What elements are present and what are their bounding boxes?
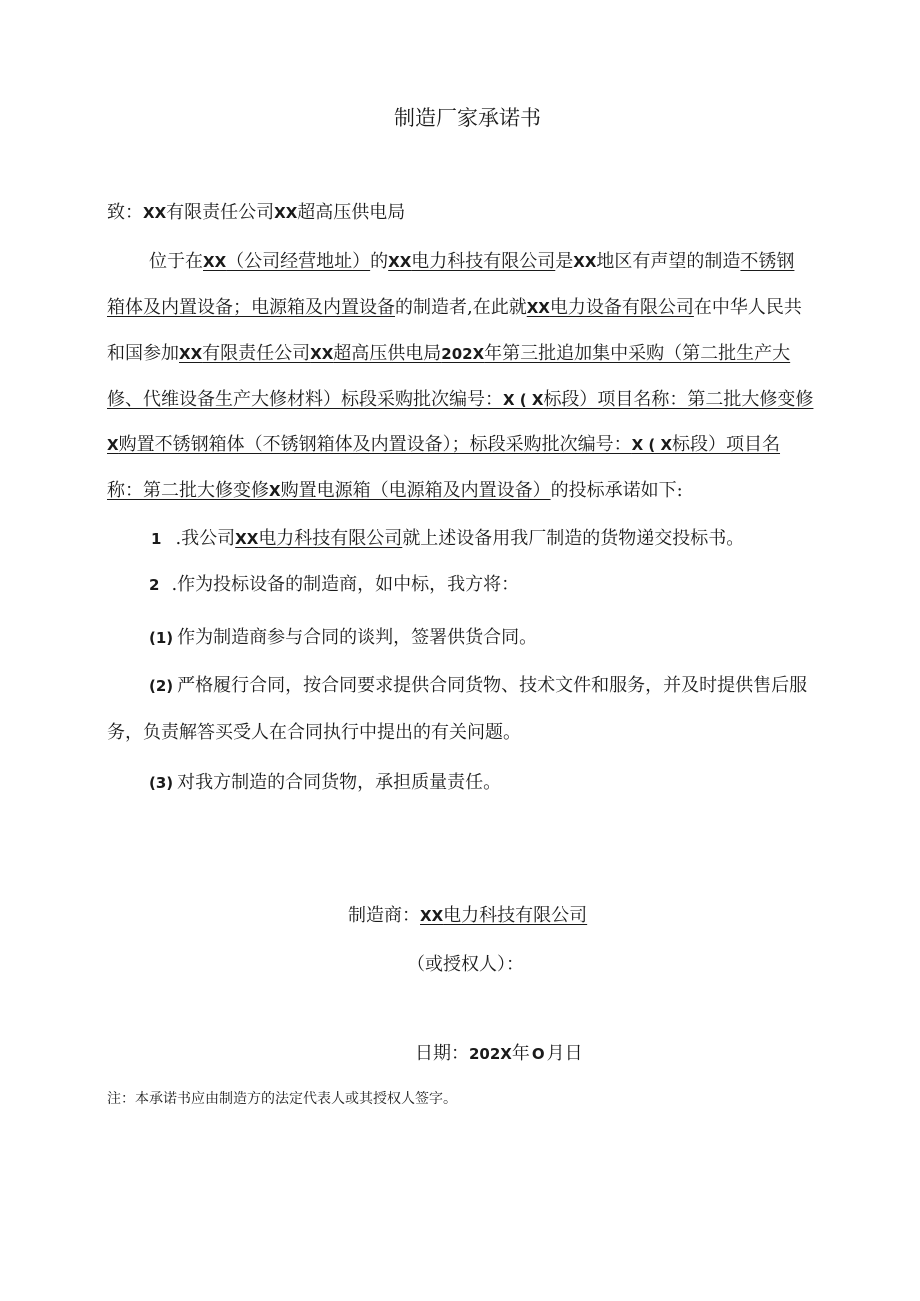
placeholder-xx: XX	[388, 253, 412, 271]
company-address-placeholder: （公司经营地址）	[226, 251, 371, 272]
placeholder-xx: XX	[203, 253, 227, 271]
text-span: 在中华人民共	[693, 297, 802, 318]
recipient-line	[107, 201, 405, 225]
item-number: 1	[151, 530, 162, 548]
text-span: .我公司	[175, 528, 236, 549]
item-text: .作为投标设备的制造商，如中标，我方将：	[171, 574, 520, 595]
body-line-4	[107, 388, 813, 412]
item-number: 2	[149, 576, 160, 594]
body-line-6	[107, 479, 683, 503]
project-name: 购置电源箱（电源箱及内置设备）	[280, 480, 551, 501]
subitem-number: (2)	[149, 677, 174, 695]
recipient-prefix: 致：	[107, 202, 143, 223]
project-name: 标段）项目名称：第二批大修变修	[543, 389, 814, 410]
subitem-1	[149, 626, 537, 650]
maker-label: 制造商：	[348, 905, 420, 926]
text-span: 的投标承诺如下:	[550, 480, 683, 501]
org-name: 超高压供电局	[333, 343, 442, 364]
subitem-number: (1)	[149, 629, 174, 647]
text-span: 月日	[546, 1043, 583, 1064]
body-line-2	[107, 296, 802, 320]
procurement-name: 年第三批追加集中采购（第二批生产大	[484, 343, 791, 364]
procurement-name: 修、代维设备生产大修材料）标段采购批次编号：	[107, 389, 503, 410]
subitem-text: 严格履行合同，按合同要求提供合同货物、技术文件和服务，并及时提供售后服	[177, 675, 808, 696]
product-name: 不锈钢	[740, 251, 795, 272]
authorized-person: （或授权人）：	[407, 954, 524, 975]
placeholder-xx: XX	[235, 530, 259, 548]
placeholder-xx: XX	[573, 253, 597, 271]
subitem-text: 作为制造商参与合同的谈判，签署供货合同。	[177, 627, 538, 648]
project-name: 称：第二批大修变修	[107, 480, 269, 501]
recipient-org-mid: 有限责任公司	[166, 202, 275, 223]
maker-name: 电力科技有限公司	[443, 905, 588, 926]
item-2	[149, 573, 519, 597]
text-span: 位于在	[149, 251, 203, 272]
subitem-2-continued: 务，负责解答买受人在合同执行中提出的有关问题。	[107, 722, 521, 743]
item-1	[151, 527, 744, 551]
company-name: 电力科技有限公司	[258, 528, 403, 549]
date-year: 202X	[469, 1045, 512, 1063]
footnote: 注：本承诺书应由制造方的法定代表人或其授权人签字。	[107, 1091, 457, 1107]
project-name: 购置不锈钢箱体（不锈钢箱体及内置设备）；标段采购批次编号：	[118, 434, 632, 455]
company-name: 电力设备有限公司	[549, 297, 694, 318]
text-span: 的	[370, 251, 389, 272]
date-line	[415, 1042, 583, 1066]
recipient-xx-1: XX	[143, 204, 167, 222]
subitem-text: 对我方制造的合同货物，承担质量责任。	[177, 772, 502, 793]
subitem-number: (3)	[149, 774, 174, 792]
page-title: 制造厂家承诺书	[394, 106, 541, 130]
date-label: 日期：	[415, 1043, 469, 1064]
batch-number-placeholder: X ( X	[631, 436, 673, 454]
placeholder-xx: XX	[179, 345, 203, 363]
year-placeholder: 202X	[441, 345, 485, 363]
text-span: 和国参加	[107, 343, 179, 364]
recipient-org-suffix: 超高压供电局	[297, 202, 406, 223]
text-span: 的制造者,在此就	[395, 297, 527, 318]
text-span: 地区有声望的制造	[596, 251, 741, 272]
text-span: 是	[555, 251, 574, 272]
manufacturer-signature	[348, 904, 587, 928]
subitem-2	[149, 674, 807, 698]
body-line-3	[107, 342, 790, 366]
text-span: 就上述设备用我厂制造的货物递交投标书。	[402, 528, 745, 549]
body-line-5	[107, 433, 780, 457]
placeholder-xx: XX	[526, 299, 550, 317]
project-name: 标段）项目名	[672, 434, 781, 455]
batch-number-placeholder: X ( X	[503, 391, 544, 409]
company-name: 电力科技有限公司	[411, 251, 556, 272]
placeholder-xx: XX	[420, 907, 444, 925]
placeholder-x: X	[107, 436, 119, 454]
subitem-3	[149, 771, 501, 795]
body-line-1	[149, 250, 794, 274]
recipient-xx-2: XX	[274, 204, 298, 222]
product-name: 箱体及内置设备；电源箱及内置设备	[107, 297, 395, 318]
date-month: O	[531, 1045, 545, 1063]
placeholder-xx: XX	[310, 345, 334, 363]
text-span: 年	[511, 1043, 530, 1064]
org-name: 有限责任公司	[202, 343, 311, 364]
placeholder-x: X	[269, 482, 281, 500]
